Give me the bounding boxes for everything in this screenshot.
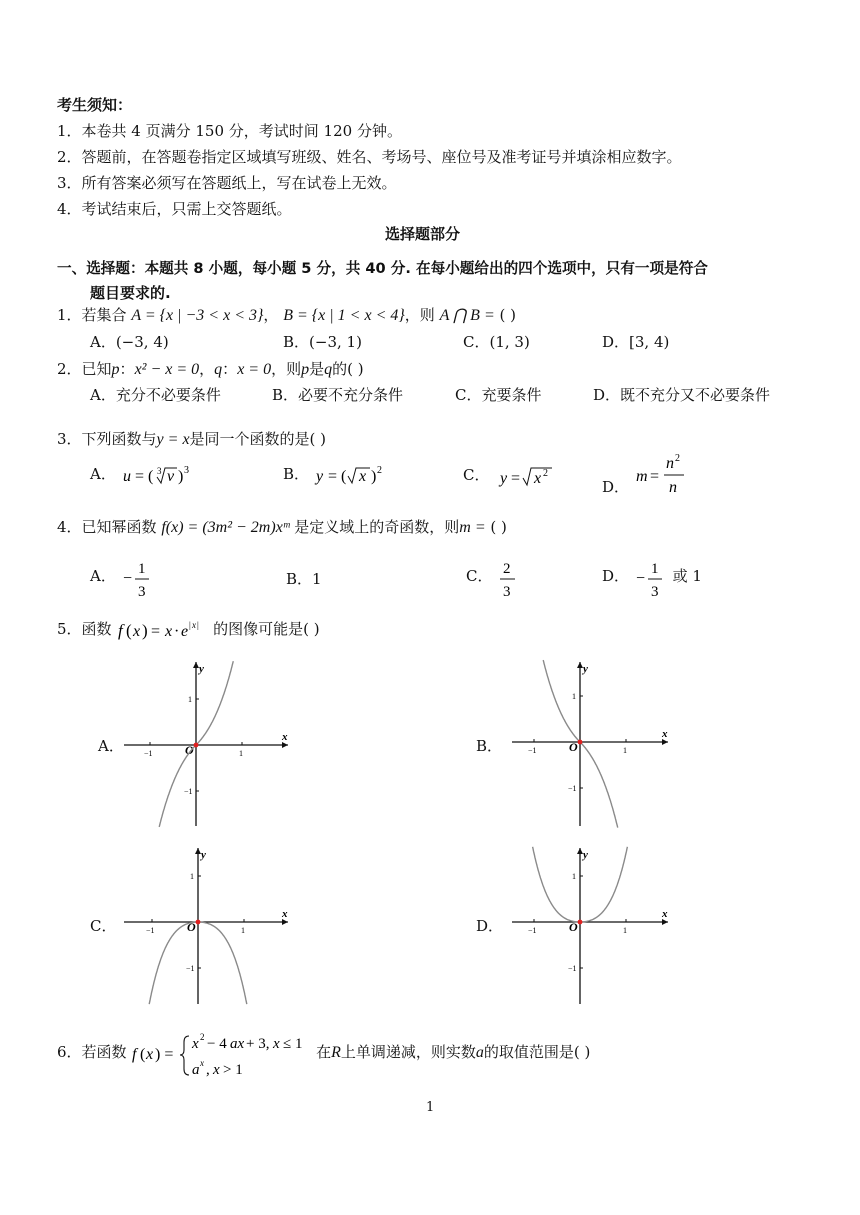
x-axis-label: x	[662, 908, 668, 920]
q6-r: R	[331, 1044, 341, 1061]
q1-ask: ，则	[404, 306, 435, 324]
tick-label: 1	[190, 872, 194, 881]
x-axis-label: x	[282, 908, 288, 920]
q3-expr: y = x	[156, 431, 190, 448]
q4-m: m =	[459, 519, 486, 536]
svg-text:3: 3	[650, 584, 659, 600]
tick-label: 1	[241, 926, 245, 935]
part1-heading-cont: 题目要求的.	[90, 284, 171, 302]
notice-item: 3．所有答案必须写在答题纸上，写在试卷上无效。	[57, 174, 397, 192]
q4-expr: f(x) = (3m² − 2m)xᵐ	[161, 519, 290, 536]
tick-label: 1	[623, 926, 627, 935]
q6-ask: 在	[316, 1043, 332, 1061]
svg-text:u: u	[122, 468, 131, 485]
origin-label: O	[569, 740, 578, 754]
q1-option-b: B．(−3, 1)	[283, 333, 362, 351]
svg-text:− 4: − 4	[207, 1036, 228, 1052]
q1-set-a: A = {x | −3 < x < 3}	[131, 307, 264, 324]
svg-text:3: 3	[183, 465, 189, 476]
notice-item: 1．本卷共 4 页满分 150 分，考试时间 120 分钟。	[57, 122, 402, 140]
q6-piecewise-formula	[131, 1028, 311, 1082]
svg-text:x: x	[213, 1062, 220, 1078]
q2-q: q	[214, 361, 223, 378]
svg-text:2: 2	[674, 453, 680, 464]
q3-ask: 是同一个函数的是( )	[189, 430, 327, 448]
svg-text:a: a	[192, 1062, 200, 1078]
q4-option-c: C． 2 3	[466, 557, 527, 601]
q3-stem: 3．下列函数与	[57, 430, 157, 448]
q3-option-b: B． y = ( x ) 2	[283, 462, 394, 488]
notice-item: 2．答题前，在答题卷指定区域填写班级、姓名、考场号、座位号及准考证号并填涂相应数字。	[57, 148, 682, 166]
y-axis-label: y	[583, 663, 588, 675]
part1-heading: 一、选择题：本题共 8 小题，每小题 5 分，共 40 分. 在每小题给出的四个选项中，只有一项是符合	[57, 260, 708, 277]
svg-text:−: −	[635, 570, 645, 587]
svg-text:|: |	[189, 620, 192, 630]
q2-ask: ，则	[271, 360, 302, 378]
svg-text:=: =	[649, 468, 659, 485]
tick-label: −1	[186, 964, 195, 973]
q4-stem: 4．已知幂函数	[57, 518, 157, 536]
q2-colon: ：	[119, 360, 135, 378]
tick-label: 1	[572, 872, 576, 881]
graph-c	[124, 848, 288, 1004]
origin-point	[196, 920, 201, 925]
q2-q2: q	[324, 361, 333, 378]
svg-text:n: n	[668, 479, 677, 496]
question-6	[57, 1028, 590, 1082]
section-title: 选择题部分	[385, 225, 461, 243]
origin-point	[194, 743, 199, 748]
svg-text:1: 1	[650, 561, 659, 577]
tick-label: 1	[239, 749, 243, 758]
q3-option-a: A． u = ( 3 v ) 3	[90, 462, 201, 488]
svg-text:x: x	[192, 620, 197, 630]
q6-a: a	[475, 1044, 484, 1061]
svg-text:2: 2	[503, 561, 511, 577]
svg-text:f: f	[132, 1046, 137, 1063]
page-number: 1	[426, 1100, 435, 1115]
svg-text:= (: = (	[327, 468, 347, 485]
svg-text:y: y	[315, 468, 323, 485]
graph-d	[512, 847, 668, 1004]
tick-label: −1	[146, 926, 155, 935]
tick-label: −1	[528, 926, 537, 935]
q1-option-a: A．(−3, 4)	[90, 333, 169, 351]
q4-option-b: B．1	[286, 570, 322, 588]
q4-ask: 是定义域上的奇函数，则	[294, 518, 460, 536]
svg-text:) =: ) =	[155, 1046, 174, 1063]
tick-label: −1	[568, 964, 577, 973]
y-axis-label: y	[583, 849, 588, 861]
svg-text:−: −	[122, 570, 132, 587]
svg-text:x: x	[273, 1036, 280, 1052]
origin-label: O	[185, 743, 194, 757]
graph-label-c: C．	[90, 917, 117, 935]
y-axis-label: y	[201, 849, 206, 861]
origin-point	[578, 920, 583, 925]
q1-stem: 1．若集合	[57, 306, 127, 324]
graph-a	[124, 661, 288, 827]
graph-label-a: A．	[98, 737, 124, 755]
q3-option-d: D． m = n 2 n	[602, 452, 704, 496]
q2-colon2: ：	[222, 360, 238, 378]
tick-label: 1	[623, 746, 627, 755]
svg-text:|: |	[197, 620, 200, 630]
q2-p: p	[111, 361, 120, 378]
svg-text:> 1: > 1	[223, 1062, 244, 1078]
svg-text:,: ,	[206, 1062, 211, 1078]
svg-text:f: f	[118, 621, 124, 640]
svg-text:+ 3,: + 3,	[246, 1036, 270, 1052]
tick-label: −1	[184, 787, 193, 796]
svg-text:x: x	[165, 623, 173, 640]
svg-text:3: 3	[503, 584, 511, 600]
svg-text:ax: ax	[230, 1036, 245, 1052]
origin-label: O	[187, 920, 196, 934]
graph-b	[512, 660, 668, 828]
q2-option-b: B．必要不充分条件	[272, 386, 404, 404]
svg-text:n: n	[665, 455, 674, 472]
q1-sep: ，	[263, 306, 279, 324]
svg-text:(: (	[126, 621, 132, 640]
svg-text:v: v	[166, 468, 174, 485]
svg-text:·: ·	[174, 623, 180, 640]
tick-label: 1	[572, 692, 576, 701]
svg-text:y: y	[500, 470, 508, 487]
svg-text:2: 2	[200, 1032, 205, 1042]
svg-text:2: 2	[543, 468, 549, 479]
q1-option-d: D．[3, 4)	[602, 333, 670, 351]
svg-text:= (: = (	[134, 468, 153, 485]
svg-text:): )	[142, 621, 148, 640]
q2-option-c: C．充要条件	[455, 386, 542, 404]
svg-text:x: x	[146, 1046, 154, 1063]
svg-text:): )	[177, 468, 183, 485]
q2-p-eq: x² − x = 0	[134, 361, 200, 378]
svg-text:e: e	[181, 623, 189, 640]
q3-option-c: C． y = x 2	[463, 462, 564, 490]
q4-option-a: A． − 1 3	[90, 557, 161, 601]
svg-text:3: 3	[156, 466, 162, 476]
notice-title: 考生须知：	[57, 96, 133, 114]
svg-text:x: x	[200, 1058, 205, 1068]
q5-ask: 的图像可能是( )	[213, 620, 320, 638]
q2-option-d: D．既不充分又不必要条件	[593, 386, 771, 404]
q2-ask2: 是	[309, 360, 325, 378]
x-axis-label: x	[282, 731, 288, 743]
tick-label: −1	[528, 746, 537, 755]
svg-text:): )	[370, 468, 377, 485]
svg-text:x: x	[534, 470, 542, 487]
svg-text:x: x	[133, 623, 141, 640]
q1-expr: A ⋂ B =	[439, 307, 495, 324]
q2-ask3: 的( )	[332, 360, 364, 378]
svg-text:=: =	[151, 623, 161, 640]
svg-text:≤ 1: ≤ 1	[283, 1036, 303, 1052]
q2-p2: p	[301, 361, 310, 378]
svg-text:3: 3	[137, 584, 146, 600]
q2-option-a: A．充分不必要条件	[90, 386, 221, 404]
q5-stem: 5．函数	[57, 620, 112, 638]
svg-text:(: (	[140, 1046, 146, 1063]
tick-label: −1	[568, 784, 577, 793]
q6-stem: 6．若函数	[57, 1043, 127, 1061]
svg-text:1: 1	[137, 561, 146, 577]
svg-text:=: =	[511, 470, 521, 487]
q1-paren: ( )	[499, 306, 517, 324]
q4-option-d: D． − 1 3 或 1	[602, 557, 702, 601]
svg-text:m: m	[635, 468, 648, 485]
q4-paren: ( )	[490, 518, 507, 536]
svg-text:x: x	[358, 468, 366, 485]
q6-ask2: 上单调递减，则实数	[340, 1043, 476, 1061]
svg-text:2: 2	[376, 465, 382, 476]
q1-set-b: B = {x | 1 < x < 4}	[283, 307, 405, 324]
origin-point	[578, 740, 583, 745]
q6-ask3: 的取值范围是( )	[483, 1043, 591, 1061]
tick-label: 1	[188, 695, 192, 704]
q2-q-eq: x = 0	[237, 361, 272, 378]
x-axis-label: x	[662, 728, 668, 740]
graph-label-b: B．	[476, 737, 503, 755]
tick-label: −1	[144, 749, 153, 758]
q2-comma: ，	[199, 360, 215, 378]
svg-text:x: x	[192, 1036, 199, 1052]
notice-item: 4．考试结束后，只需上交答题纸。	[57, 200, 292, 218]
graph-label-d: D．	[476, 917, 504, 935]
origin-label: O	[569, 920, 578, 934]
q2-stem: 2．已知	[57, 360, 112, 378]
q1-option-c: C．(1, 3)	[463, 333, 530, 351]
y-axis-label: y	[199, 663, 204, 675]
